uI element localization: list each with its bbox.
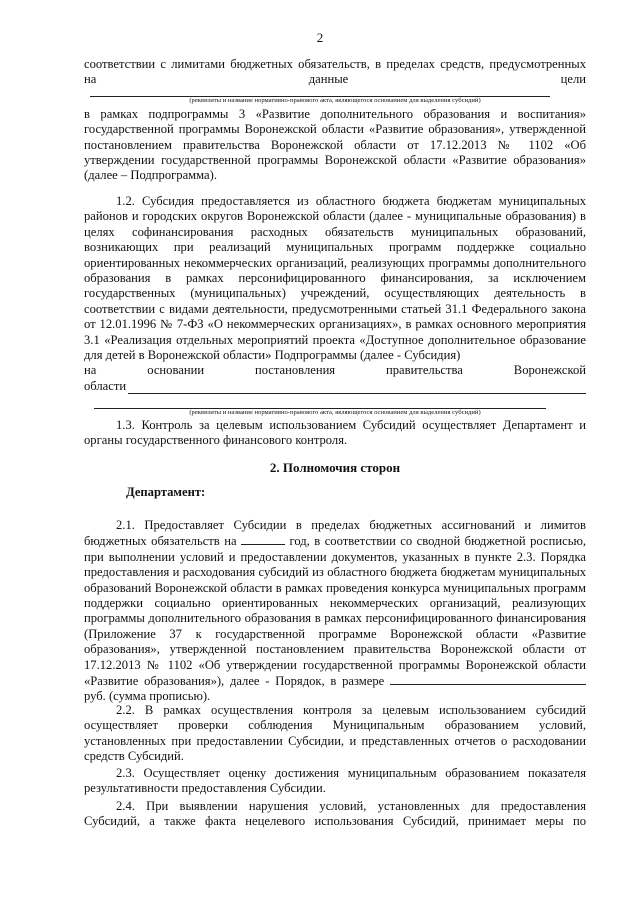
top-line-1: соответствии с лимитами бюджетных обязательств, в пределах средств, предусмотренных	[84, 57, 586, 71]
paragraph-1-3-text: 1.3. Контроль за целевым использованием Субсидий осуществляет Департамент и органы государственного финансового контроля.	[84, 418, 586, 448]
paragraph-2-4	[84, 799, 586, 830]
paragraph-2-2-text: 2.2. В рамках осуществления контроля за целевым использованием субсидий осуществляет проверки соблюдения Муниципальным образованием условий, установленных при предоставлении Субсидии, и представленных отчетов о расходовании средств Субсидий.	[84, 703, 586, 764]
paragraph-2-4-text: 2.4. При выявлении нарушения условий, установленных для предоставления Субсидий, а также факта нецелевого использования Субсидий, принимает меры по	[84, 799, 586, 829]
paragraph-1-3	[84, 418, 586, 449]
paragraph-2-3-text: 2.3. Осуществляет оценку достижения муниципальным образованием показателя результативности предоставления Субсидии.	[84, 766, 586, 796]
p21-part-1: 2.1. Предоставляет Субсидии в пределах бюджетных ассигнований и лимитов бюджетных обязательств на	[84, 518, 586, 549]
p21-year-blank	[241, 533, 285, 545]
top-note: (реквизиты и название нормативно-правового акта, являющегося основанием для выделения субсидий)	[189, 96, 481, 104]
paragraph-1-2-text: 1.2. Субсидия предоставляется из областного бюджета бюджетам муниципальных районов и городских округов Воронежской области (далее - муниципальные образования) в целях софинансирования расходных обязательств муниципальных образований, возникающих при реализаций муниципальных программ поддержке социально ориентированных некоммерческих организаций, реализующих программы дополнительного образования в рамках персонифицированного финансирования, за исключением государственных (муниципальных) учреждений, осуществляющих деятельность в соответствии с видами деятельности, предусмотренными статьей 31.1 Федерального закона от 12.01.1996 № 7-ФЗ «О некоммерческих организациях», в рамках основного мероприятия 3.1 «Реализация отдельных мероприятий проекта «Доступное дополнительное образование для детей в Воронежской области» Подпрограммы (далее - Субсидия)	[84, 194, 586, 363]
top-fragment	[84, 57, 586, 184]
top-word-celi: цели	[560, 72, 586, 87]
p12-note: (реквизиты и название нормативно-правового акта, являющегося основанием для выделения субсидий)	[189, 409, 481, 417]
p12-word-4: правительства	[386, 363, 463, 378]
paragraph-1-2	[84, 194, 586, 417]
top-word-dannye: данные	[308, 72, 349, 87]
top-paragraph: в рамках подпрограммы 3 «Развитие дополнительного образования и воспитания» государственной программы Воронежской области «Развитие образования», утвержденной постановлением правительства Воронежской области от 17.12.2013 № 1102 «Об утверждении государственной программы Воронежской области «Развитие образования» (далее – Подпрограмма).	[84, 106, 586, 183]
paragraph-2-1-text	[84, 518, 586, 705]
paragraph-1-2-tail	[84, 363, 586, 378]
top-line-2	[84, 72, 586, 87]
p21-part-2: год, в соответствии со сводной бюджетной росписью, при выполнении условий и предоставлении документов, указанных в пункте 2.3. Порядка предоставления и расходования субсидий из областного бюджета бюджетам муниципальных образований Воронежской области в рамках проведения конкурса муниципальных программ поддержки социально ориентированных некоммерческих организаций, реализующих программы дополнительного образования в рамках персонифицированного финансирования (Приложение 37 к государственной программе Воронежской области «Развитие образования», утвержденной постановлением правительства Воронежской области от 17.12.2013 № 1102 «Об утверждении государственной программы Воронежской области «Развитие образования»), далее - Порядок, в размере	[84, 534, 586, 689]
paragraph-2-1	[84, 518, 586, 705]
paragraph-2-2	[84, 703, 586, 765]
section-2	[84, 460, 586, 501]
p12-word-3: постановления	[254, 363, 336, 378]
p21-part-3: руб. (сумма прописью).	[84, 689, 211, 704]
p12-word-2: основании	[147, 363, 205, 378]
page-number: 2	[316, 30, 324, 45]
top-word-na: на	[84, 72, 97, 87]
paragraph-1-2-blank-row	[84, 379, 586, 394]
p12-word-1: на	[84, 363, 97, 378]
p12-word-5: Воронежской	[513, 363, 586, 378]
p12-word-6: области	[84, 378, 127, 393]
paragraph-2-3	[84, 766, 586, 797]
p12-blank-1	[128, 382, 586, 394]
p21-amount-blank	[390, 673, 586, 685]
section-heading: 2. Полномочия сторон	[269, 460, 401, 475]
section-subheading: Департамент:	[126, 485, 206, 500]
